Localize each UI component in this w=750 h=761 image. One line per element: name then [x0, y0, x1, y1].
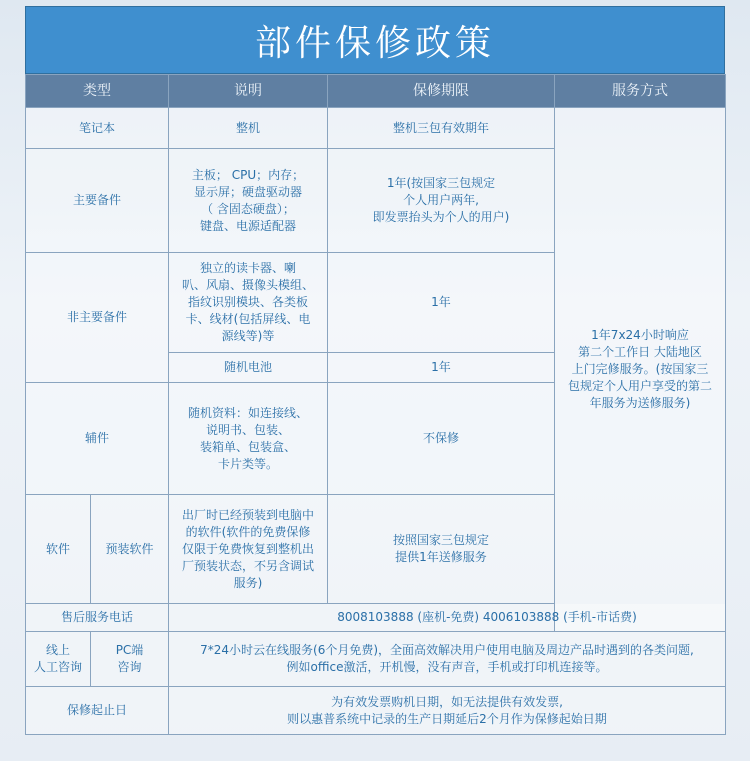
row-period: 1年(按国家三包规定 个人用户两年, 即发票抬头为个人的用户): [328, 149, 555, 253]
header-type: 类型: [26, 75, 169, 108]
row-type-label: 软件: [26, 495, 91, 604]
row-type-label: 辅件: [26, 383, 169, 495]
page-title: 部件保修政策: [25, 6, 725, 74]
row-description: 主板； CPU；内存； 显示屏；硬盘驱动器 （ 含固态硬盘）； 键盘、电源适配器: [169, 149, 328, 253]
row-type-label: 笔记本: [26, 108, 169, 149]
header-warranty-period: 保修期限: [328, 75, 555, 108]
row-description: 独立的读卡器、喇 叭、风扇、摄像头模组、 指纹识别模块、各类板 卡、线材(包括屏线、电 源线等)等: [169, 253, 328, 353]
warranty-start-description: 为有效发票购机日期，如无法提供有效发票, 则以惠普系统中记录的生产日期延后2个月作为保修起始日期: [169, 687, 726, 735]
row-period: 整机三包有效期年: [328, 108, 555, 149]
row-period: 1年: [328, 253, 555, 353]
row-subtype-label: 预装软件: [91, 495, 169, 604]
table-header-row: [26, 75, 726, 108]
row-period: 1年: [328, 353, 555, 383]
header-description: 说明: [169, 75, 328, 108]
row-period: 不保修: [328, 383, 555, 495]
row-period: 按照国家三包规定 提供1年送修服务: [328, 495, 555, 604]
row-description: 随机资料：如连接线、 说明书、包装、 装箱单、包装盒、 卡片类等。: [169, 383, 328, 495]
hotline-row: [26, 604, 726, 632]
row-type-label: 非主要备件: [26, 253, 169, 383]
row-description: 整机: [169, 108, 328, 149]
online-consult-label: 线上 人工咨询: [26, 632, 91, 687]
hotline-label: 售后服务电话: [26, 604, 169, 632]
warranty-start-row: [26, 687, 726, 735]
online-consult-description: 7*24小时云在线服务(6个月免费)，全面高效解决用户使用电脑及周边产品时遇到的各类问题, 例如office激活，开机慢，没有声音，手机或打印机连接等。: [169, 632, 726, 687]
row-description: 出厂时已经预装到电脑中 的软件(软件的免费保修 仅限于免费恢复到整机出 厂预装状态，不另含调试 服务): [169, 495, 328, 604]
service-method-cell: 1年7x24小时响应 第二个工作日 大陆地区 上门完修服务。(按国家三 包规定个人用户享受的第二 年服务为送修服务): [555, 108, 726, 632]
warranty-start-label: 保修起止日: [26, 687, 169, 735]
warranty-policy-table: [25, 74, 726, 735]
hotline-numbers: 8008103888 (座机-免费) 4006103888 (手机-市话费): [169, 604, 726, 632]
row-type-label: 主要备件: [26, 149, 169, 253]
row-description: 随机电池: [169, 353, 328, 383]
header-service-method: 服务方式: [555, 75, 726, 108]
online-consult-row: [26, 632, 726, 687]
table-row: [26, 108, 726, 149]
pc-consult-label: PC端 咨询: [91, 632, 169, 687]
